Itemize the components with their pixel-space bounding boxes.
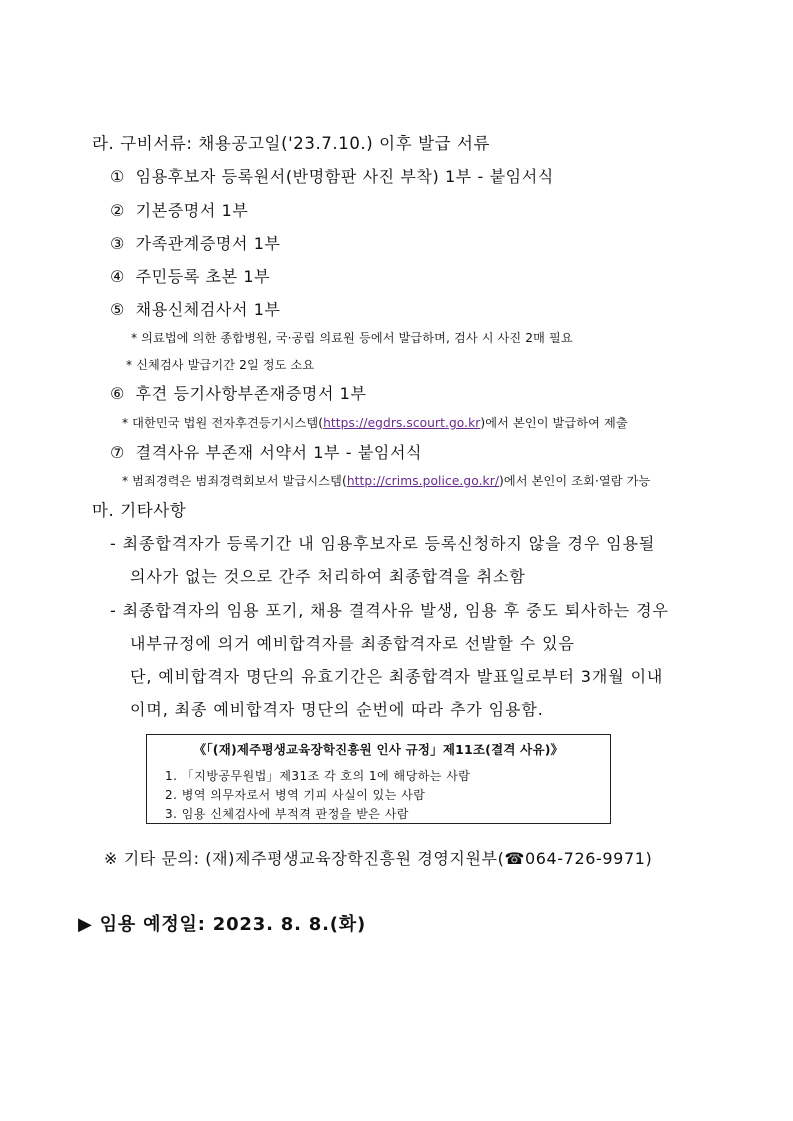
item-text: 가족관계증명서 1부 bbox=[135, 234, 281, 253]
box-item-3: 3. 임용 신체검사에 부적격 판정을 받은 사람 bbox=[165, 807, 409, 821]
bullet-1-line-2: 의사가 없는 것으로 간주 처리하여 최종합격을 취소함 bbox=[130, 567, 526, 586]
section-ma-heading: 마. 기타사항 bbox=[92, 501, 187, 520]
item-text: 결격사유 부존재 서약서 1부 - 붙임서식 bbox=[135, 443, 423, 462]
box-item-1: 1. 「지방공무원법」제31조 각 호의 1에 해당하는 사람 bbox=[165, 769, 471, 783]
egdrs-link[interactable]: https://egdrs.scourt.go.kr bbox=[323, 416, 481, 430]
item-number: ⑦ bbox=[110, 443, 125, 462]
bullet-2-line-4: 이며, 최종 예비합격자 명단의 순번에 따라 추가 임용함. bbox=[130, 700, 544, 719]
doc-item-5 bbox=[110, 297, 281, 320]
section-ra-heading: 라. 구비서류: 채용공고일('23.7.10.) 이후 발급 서류 bbox=[92, 134, 491, 153]
item-number: ⑥ bbox=[110, 384, 125, 403]
item-number: ① bbox=[110, 167, 125, 186]
crime-note-suffix: )에서 본인이 조회·열람 가능 bbox=[499, 474, 651, 488]
item-text: 채용신체검사서 1부 bbox=[135, 300, 281, 319]
medical-note-2: * 신체검사 발급기간 2일 정도 소요 bbox=[126, 358, 315, 372]
crime-note bbox=[122, 472, 650, 489]
box-title: 《「(재)제주평생교육장학진흥원 인사 규정」제11조(결격 사유)》 bbox=[193, 742, 564, 757]
item-number: ② bbox=[110, 201, 125, 220]
doc-item-7 bbox=[110, 440, 422, 463]
medical-note-1: * 의료법에 의한 종합병원, 국·공립 의료원 등에서 발급하며, 검사 시 사진 2매 필요 bbox=[131, 331, 573, 345]
doc-item-2 bbox=[110, 198, 248, 221]
doc-item-6 bbox=[110, 381, 367, 404]
item-number: ④ bbox=[110, 267, 125, 286]
doc-item-4 bbox=[110, 264, 270, 287]
bullet-2-line-1: - 최종합격자의 임용 포기, 채용 결격사유 발생, 임용 후 중도 퇴사하는 경우 bbox=[110, 601, 669, 620]
bullet-2-line-2: 내부규정에 의거 예비합격자를 최종합격자로 선발할 수 있음 bbox=[130, 634, 575, 653]
doc-item-3 bbox=[110, 231, 281, 254]
item-number: ⑤ bbox=[110, 300, 125, 319]
guardian-note-suffix: )에서 본인이 발급하여 제출 bbox=[480, 416, 628, 430]
item-number: ③ bbox=[110, 234, 125, 253]
crims-link[interactable]: http://crims.police.go.kr/ bbox=[346, 474, 500, 488]
item-text: 임용후보자 등록원서(반명함판 사진 부착) 1부 - 붙임서식 bbox=[135, 167, 554, 186]
box-item-2: 2. 병역 의무자로서 병역 기피 사실이 있는 사람 bbox=[165, 788, 426, 802]
item-text: 기본증명서 1부 bbox=[135, 201, 249, 220]
bullet-1-line-1: - 최종합격자가 등록기간 내 임용후보자로 등록신청하지 않을 경우 임용될 bbox=[110, 534, 656, 553]
doc-item-1 bbox=[110, 164, 554, 187]
crime-note-prefix: * 범죄경력은 범죄경력회보서 발급시스템( bbox=[122, 474, 347, 488]
guardian-note bbox=[122, 414, 628, 431]
item-text: 주민등록 초본 1부 bbox=[135, 267, 271, 286]
contact-info: ※ 기타 문의: (재)제주평생교육장학진흥원 경영지원부(☎064-726-9971) bbox=[104, 849, 653, 868]
item-text: 후견 등기사항부존재증명서 1부 bbox=[135, 384, 367, 403]
disqualification-box bbox=[146, 734, 611, 824]
appointment-date: ▶ 임용 예정일: 2023. 8. 8.(화) bbox=[78, 914, 367, 935]
guardian-note-prefix: * 대한민국 법원 전자후견등기시스템( bbox=[122, 416, 324, 430]
bullet-2-line-3: 단, 예비합격자 명단의 유효기간은 최종합격자 발표일로부터 3개월 이내 bbox=[130, 667, 664, 686]
